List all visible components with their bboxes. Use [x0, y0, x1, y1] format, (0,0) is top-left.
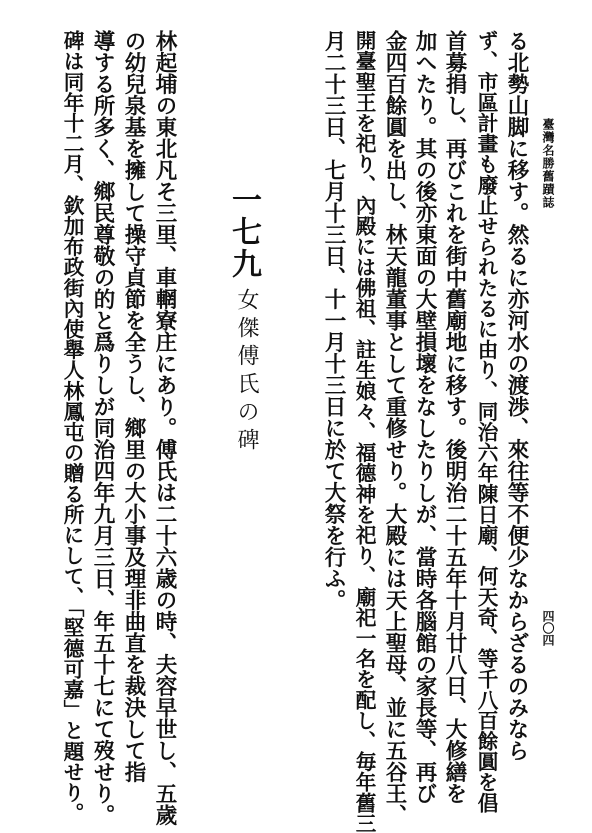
text-column: の幼兒泉基を擁して操守貞節を全うし、鄉里の大小事及理非曲直を裁決して指 — [121, 30, 146, 783]
text-column: る北勢山脚に移す。然るに亦河水の渡渉、來往等不便少なからざるのみなら — [504, 30, 529, 761]
section-number: 一七九 — [226, 184, 261, 280]
text-column: 加へたり。其の後亦東面の大壁損壞をなしたりしが、當時各腦館の家長等、再び — [412, 30, 437, 804]
text-column: 月二十三日、七月十三日、十一月十三日に於て大祭を行ふ。 — [321, 30, 346, 611]
text-column: 林起埔の東北凡そ三里、車輞寮庄にあり。傅氏は二十六歳の時、夫容早世し、五歲 — [152, 30, 177, 826]
text-column: ず、市區計畫も廢止せられたるに由り、同治六年陳日廟、何天奇、等千八百餘圓を倡 — [474, 30, 498, 813]
page-number: 四〇四 — [541, 610, 555, 646]
section-title: 女傑傅氏の碑 — [234, 288, 259, 456]
running-head: 臺灣名勝舊蹟誌 — [541, 118, 555, 209]
text-column: 導する所多く、鄉民尊敬の的と爲りしが同治四年九月三日、年五十七にて歿せり。 — [90, 30, 115, 826]
text-column: 首募捐し、再びこれを街中舊廟地に移す。後明治二十五年十月廿八日、大修繕を — [442, 30, 467, 804]
text-column: 碑は同年十二月、欽加布政街內使舉人林鳳屯の贈る所にして、「堅德可嘉」と題せり。 — [60, 30, 84, 824]
text-column: 金四百餘圓を出し、林天龍董事として重修せり。大殿には天上聖母、並に五谷王、 — [382, 30, 407, 826]
text-column: 開臺聖王を祀り、內殿には佛祖、註生娘々、福德神を祀り、廟祀一名を配し、毎年舊三 — [352, 30, 376, 833]
